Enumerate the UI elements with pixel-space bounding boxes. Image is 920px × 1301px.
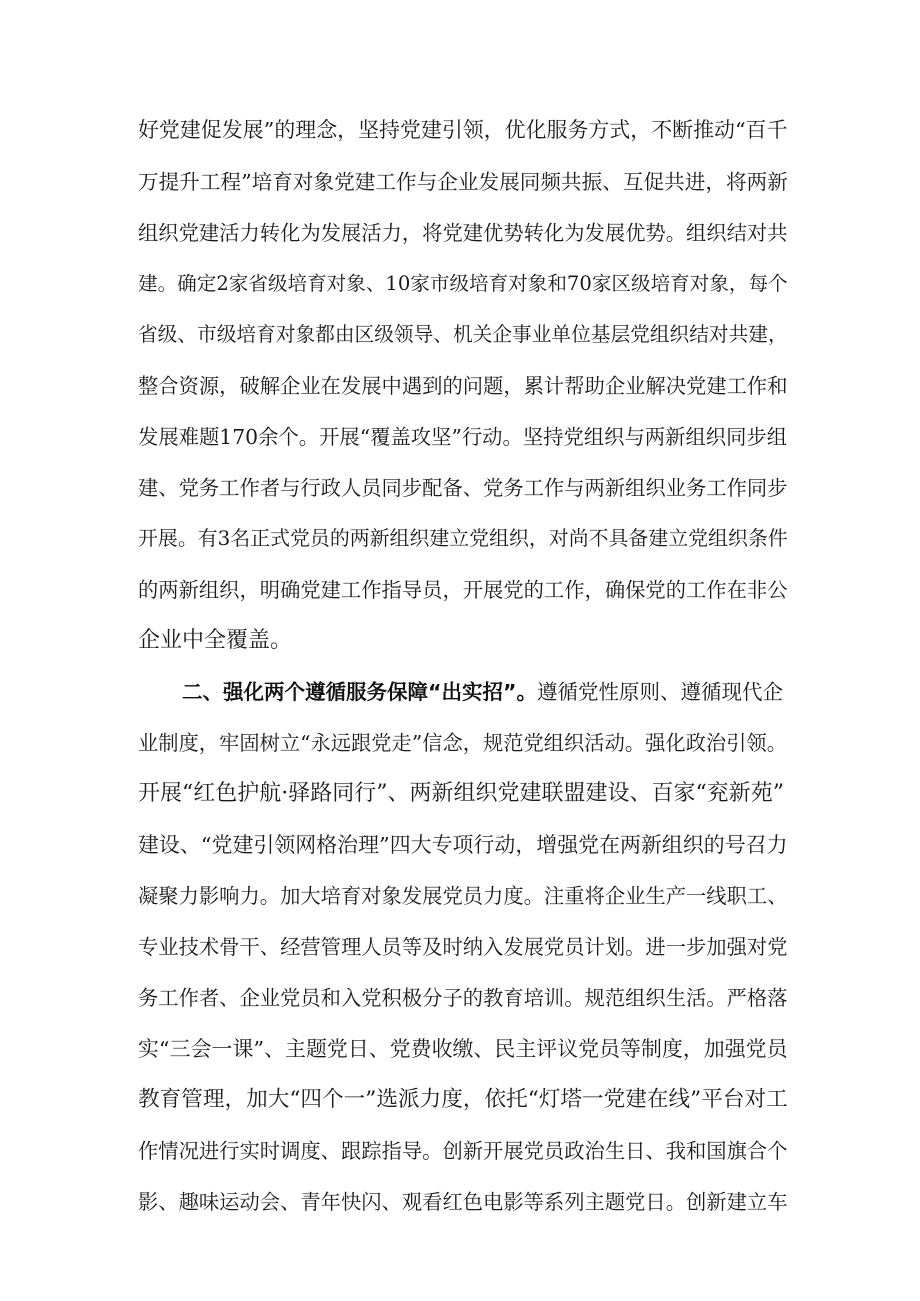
paragraph-line: 务工作者、企业党员和入党积极分子的教育培训。规范组织生活。严格落 bbox=[138, 986, 788, 1010]
paragraph-line: 省级、市级培育对象都由区级领导、机关企事业单位基层党组织结对共建， bbox=[138, 323, 788, 346]
paragraph-line: 建、党务工作者与行政人员同步配备、党务工作与两新组织业务工作同步 bbox=[138, 476, 788, 500]
paragraph-line: 影、趣味运动会、青年快闪、观看红色电影等系列主题党日。创新建立车 bbox=[138, 1190, 788, 1214]
paragraph-line: 开展“红色护航·驿路同行”、两新组织党建联盟建设、百家“兖新苑” bbox=[138, 781, 784, 806]
paragraph-line: 建设、“党建引领网格治理”四大专项行动，增强党在两新组织的号召力 bbox=[138, 833, 788, 857]
paragraph-line: 整合资源，破解企业在发展中遇到的问题，累计帮助企业解决党建工作和 bbox=[138, 374, 788, 398]
paragraph-line: 实“三会一课”、主题党日、党费收缴、民主评议党员等制度，加强党员 bbox=[138, 1037, 788, 1061]
paragraph-line: 作情况进行实时调度、跟踪指导。创新开展党员政治生日、我和国旗合个 bbox=[138, 1139, 788, 1163]
paragraph-line: 建。确定2家省级培育对象、10家市级培育对象和70家区级培育对象，每个 bbox=[138, 272, 788, 295]
paragraph-line: 发展难题170余个。开展“覆盖攻坚”行动。坚持党组织与两新组织同步组 bbox=[138, 425, 788, 449]
paragraph-line: 的两新组织，明确党建工作指导员，开展党的工作，确保党的工作在非公 bbox=[138, 578, 788, 602]
section-2-first-line bbox=[182, 672, 832, 712]
section-heading: 二、强化两个遵循服务保障“出实招”。 bbox=[182, 680, 537, 704]
paragraph-line: 开展。有3名正式党员的两新组织建立党组织，对尚不具备建立党组织条件 bbox=[138, 527, 788, 550]
paragraph-line: 凝聚力影响力。加大培育对象发展党员力度。注重将企业生产一线职工、 bbox=[138, 884, 788, 908]
paragraph-line: 万提升工程”培育对象党建工作与企业发展同频共振、互促共进，将两新 bbox=[138, 170, 788, 194]
paragraph-line: 专业技术骨干、经营管理人员等及时纳入发展党员计划。进一步加强对党 bbox=[138, 935, 788, 959]
paragraph-line: 企业中全覆盖。 bbox=[138, 628, 293, 653]
paragraph-line: 好党建促发展”的理念，坚持党建引领，优化服务方式，不断推动“百千 bbox=[138, 118, 788, 142]
paragraph-line: 业制度，牢固树立“永远跟党走”信念，规范党组织活动。强化政治引领。 bbox=[138, 731, 787, 755]
paragraph-line: 教育管理，加大“四个一”选派力度，依托“灯塔一党建在线”平台对工 bbox=[138, 1087, 788, 1112]
paragraph-line: 组织党建活力转化为发展活力，将党建优势转化为发展优势。组织结对共 bbox=[138, 221, 788, 245]
section-2-first-line-text: 遵循党性原则、遵循现代企 bbox=[536, 680, 783, 704]
